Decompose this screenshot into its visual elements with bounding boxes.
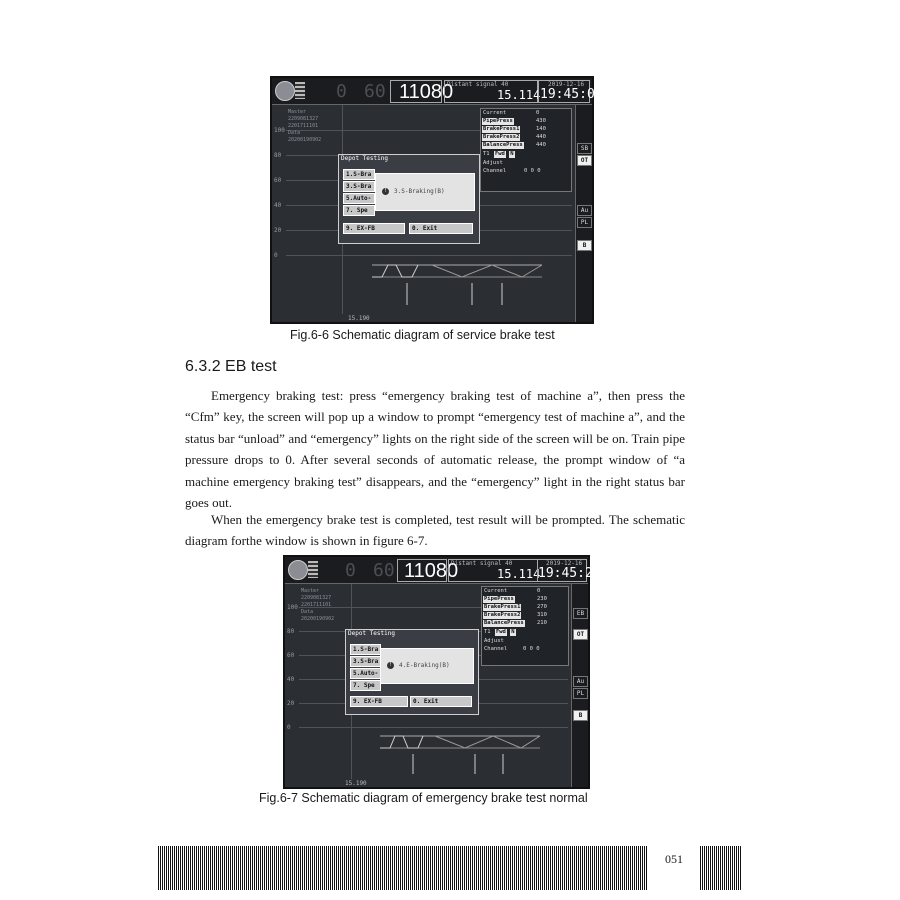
signal-box xyxy=(444,80,541,103)
readout-label: BrakePress1 xyxy=(484,604,521,610)
y-tick: 100 xyxy=(274,127,285,134)
paragraph-1: Emergency braking test: press “emergency braking test of machine a”, then press the “Cfm” key, the screen will pop up a window to prompt “emergency test of machine a”, and the status bar “unload” and “emergency” lights on the right side of the screen will be on. Train pipe pressure drops to 0. After several seconds of automatic release, the prompt window of “a machine emergency braking test” disappears, and the “emergency” light in the right status bar goes out. xyxy=(185,388,685,511)
readout-value: 0 xyxy=(536,110,540,116)
time: 19:45:06 xyxy=(540,87,603,102)
status-au: Au xyxy=(573,676,588,687)
y-tick: 0 xyxy=(287,724,291,731)
time: 19:45:23 xyxy=(538,566,601,581)
dim-value-left: 0 xyxy=(336,81,347,102)
prompt-popup xyxy=(380,648,474,684)
test-button-3[interactable]: 3.S-Bra xyxy=(343,181,375,192)
y-tick: 60 xyxy=(274,177,282,184)
y-tick: 80 xyxy=(274,152,282,159)
status-au: Au xyxy=(577,205,592,216)
test-button-7[interactable]: 7. Spe xyxy=(350,680,381,691)
y-tick: 40 xyxy=(274,202,282,209)
t1-label: T1 xyxy=(483,151,490,157)
t1-label: T1 xyxy=(484,629,491,635)
readout-label: Current xyxy=(484,588,508,594)
y-tick: 100 xyxy=(287,604,298,611)
readout-value: 310 xyxy=(537,612,547,618)
readout-label: Current xyxy=(483,110,507,116)
channel-label: Channel xyxy=(483,168,507,174)
test-button-1[interactable]: 1.S-Bra xyxy=(350,644,381,655)
status-column xyxy=(571,584,588,787)
ex-fb-button[interactable]: 9. EX-FB xyxy=(343,223,405,234)
adjust-label: Adjust xyxy=(483,160,503,166)
prompt-popup xyxy=(375,173,475,211)
indicator-grid-icon xyxy=(308,561,318,578)
figure-caption-2: Fig.6-7 Schematic diagram of emergency brake test normal xyxy=(259,791,588,805)
depot-testing-dialog xyxy=(345,629,479,715)
readout-value: 210 xyxy=(537,620,547,626)
y-tick: 80 xyxy=(287,628,295,635)
ex-fb-button[interactable]: 9. EX-FB xyxy=(350,696,408,707)
km-value: 15.114 xyxy=(497,567,541,581)
readout-value: 430 xyxy=(536,118,546,124)
y-tick: 20 xyxy=(274,227,282,234)
status-b: B xyxy=(577,240,592,251)
main-value: 11080 xyxy=(399,81,454,103)
readout-label: BrakePress1 xyxy=(483,126,520,132)
status-eb: EB xyxy=(573,608,588,619)
status-pl: PL xyxy=(577,217,592,228)
status-column xyxy=(575,105,592,322)
status-b: B xyxy=(573,710,588,721)
readout-label: BrakePress2 xyxy=(483,134,520,140)
x-tick: 15.190 xyxy=(345,780,367,787)
t1-mode: Fwd xyxy=(495,629,506,635)
top-bar xyxy=(285,557,601,584)
test-button-5[interactable]: 5.Auto- xyxy=(343,193,375,204)
test-button-5[interactable]: 5.Auto- xyxy=(350,668,381,679)
signal-box xyxy=(448,559,541,582)
readout-label: BrakePress2 xyxy=(484,612,521,618)
km-value: 15.114 xyxy=(497,88,541,102)
popup-text: 3.S-Braking(B) xyxy=(394,188,445,195)
datetime-box xyxy=(537,559,601,582)
top-bar xyxy=(272,78,603,105)
signal-label: Distant signal 40 xyxy=(451,560,513,567)
y-tick: 0 xyxy=(274,252,278,259)
adjust-label: Adjust xyxy=(484,638,504,644)
dialog-title: Depot Testing xyxy=(341,155,388,162)
readout-label: BalancePress xyxy=(484,620,524,626)
status-ot: OT xyxy=(573,629,588,640)
indicator-grid-icon xyxy=(295,82,305,99)
status-ot: OT xyxy=(577,155,592,166)
exit-button[interactable]: 0. Exit xyxy=(410,696,472,707)
dim-value-left: 0 xyxy=(345,560,356,581)
readout-panel xyxy=(481,586,569,666)
footer-bar-pattern xyxy=(158,846,648,890)
alert-icon: ! xyxy=(383,188,387,194)
screenshot-service-brake xyxy=(270,76,603,324)
popup-text: 4.E-Braking(B) xyxy=(399,662,450,669)
readout-label: PipePress xyxy=(483,118,513,124)
figure-caption-1: Fig.6-6 Schematic diagram of service brake test xyxy=(290,328,555,342)
t1-n: N xyxy=(511,629,515,635)
readout-panel xyxy=(480,108,572,192)
y-tick: 40 xyxy=(287,676,295,683)
alert-icon: ! xyxy=(388,662,392,668)
readout-value: 440 xyxy=(536,142,546,148)
exit-button[interactable]: 0. Exit xyxy=(409,223,473,234)
section-heading: 6.3.2 EB test xyxy=(185,358,277,375)
info-block: Master 2209081327 2201711101 Data 20200190902 xyxy=(301,588,335,622)
channel-values: 0 0 0 xyxy=(524,168,541,174)
screenshot-emergency-brake xyxy=(283,555,601,789)
test-button-7[interactable]: 7. Spe xyxy=(343,205,375,216)
main-value-box xyxy=(390,80,454,103)
paragraph-2: When the emergency brake test is completed, test result will be prompted. The schematic diagram forthe window is shown in figure 6-7. xyxy=(185,512,685,549)
channel-label: Channel xyxy=(484,646,508,652)
info-block: Master 2209081327 2201711101 Data 20200190902 xyxy=(288,109,322,143)
y-tick: 60 xyxy=(287,652,295,659)
readout-value: 270 xyxy=(537,604,547,610)
dim-value-mid: 60 xyxy=(364,81,386,102)
y-tick: 20 xyxy=(287,700,295,707)
test-button-1[interactable]: 1.S-Bra xyxy=(343,169,375,180)
channel-values: 0 0 0 xyxy=(523,646,540,652)
status-pl: PL xyxy=(573,688,588,699)
footer-bar-pattern xyxy=(700,846,742,890)
t1-mode: Fwd xyxy=(494,151,505,157)
readout-value: 0 xyxy=(537,588,541,594)
dialog-title: Depot Testing xyxy=(348,630,395,637)
readout-value: 140 xyxy=(536,126,546,132)
status-sb: SB xyxy=(577,143,592,154)
signal-label: Distant signal 40 xyxy=(447,81,509,88)
main-value-box xyxy=(397,559,459,582)
datetime-box xyxy=(538,80,603,103)
readout-value: 440 xyxy=(536,134,546,140)
main-value: 11080 xyxy=(404,560,459,582)
test-button-3[interactable]: 3.S-Bra xyxy=(350,656,381,667)
dim-value-mid: 60 xyxy=(373,560,395,581)
status-lamp-icon xyxy=(275,81,295,101)
page-number: 051 xyxy=(651,846,697,886)
readout-value: 230 xyxy=(537,596,547,602)
depot-testing-dialog xyxy=(338,154,480,244)
status-lamp-icon xyxy=(288,560,308,580)
date: 2019-12-16 xyxy=(548,81,585,88)
readout-label: PipePress xyxy=(484,596,514,602)
date: 2019-12-16 xyxy=(546,560,583,567)
t1-n: N xyxy=(510,151,514,157)
readout-label: BalancePress xyxy=(483,142,523,148)
x-tick: 15.190 xyxy=(348,315,370,322)
